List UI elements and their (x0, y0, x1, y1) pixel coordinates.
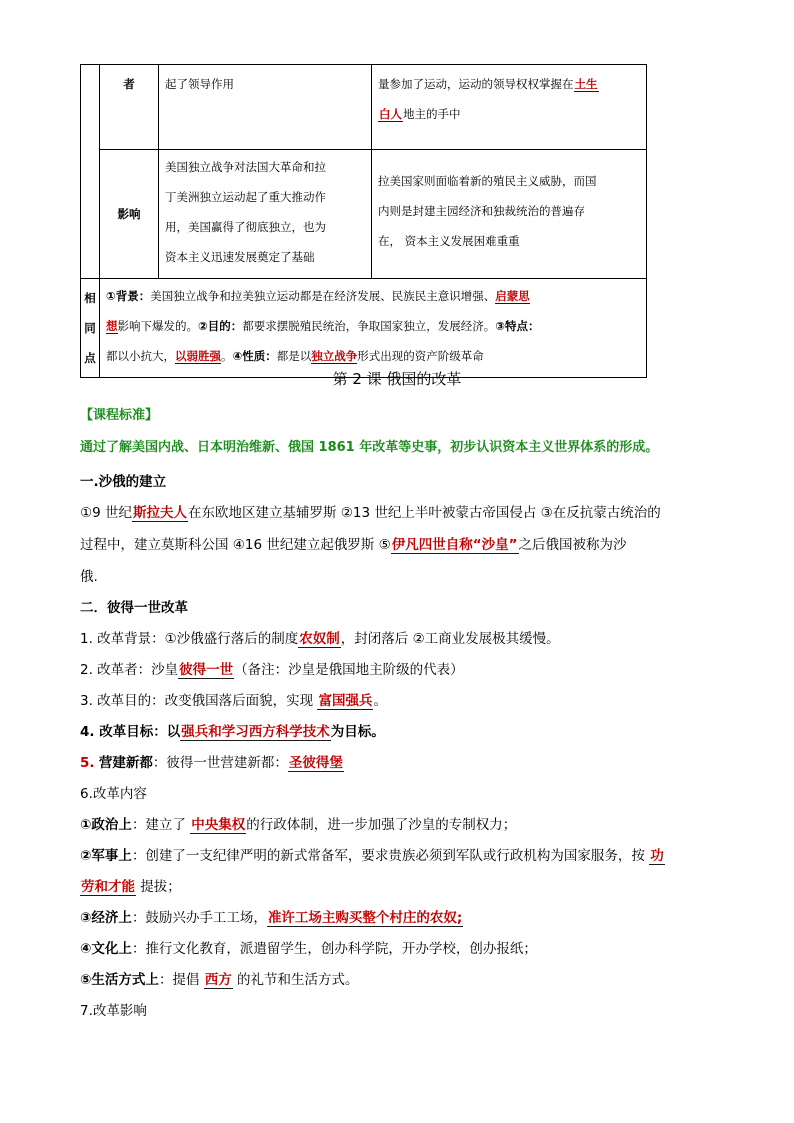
cell-leader-a-text: 起了领导作用 (165, 77, 234, 91)
text-nature-tail: 形式出现的资产阶级革命 (357, 349, 484, 363)
content-military (80, 844, 665, 864)
reform-background (80, 627, 560, 647)
s1-l2-b: 之后俄国被称为沙 (518, 537, 627, 553)
content-lifestyle (80, 968, 359, 988)
answer-st-petersburg: 圣彼得堡 (288, 755, 343, 771)
impact-a-line: 丁美洲独立运动起了重大推动作 (165, 190, 326, 204)
cell-impact-a (159, 150, 372, 279)
text-feature-end: 。 (221, 349, 233, 363)
row-head-impact-text: 影响 (117, 207, 141, 221)
reform-impact-heading: 7.改革影响 (80, 1003, 147, 1019)
cell-similarities (100, 279, 647, 378)
row-head-leader-text: 者 (123, 77, 135, 91)
politics-b: 的行政体制，进一步加强了沙皇的专制权力； (246, 817, 517, 833)
s1-line-2 (80, 533, 627, 553)
impact-b-line: 拉美国家则面临着新的殖民主义威胁，而国 (378, 174, 597, 188)
reform-purpose-b: 。 (373, 693, 387, 709)
answer-ivan-iv: 伊凡四世自称“沙皇” (391, 537, 518, 553)
impact-b-line: 在， 资本主义发展困难重重 (378, 234, 520, 248)
same-head-char: 点 (84, 351, 96, 365)
row-head-impact (100, 150, 159, 279)
answer-slavs: 斯拉夫人 (132, 505, 187, 521)
content-military-cont (80, 875, 181, 895)
text-feature: 都以小抗大， (106, 349, 175, 363)
economy-label: ③经济上 (80, 910, 132, 926)
answer-western: 西方 (204, 972, 232, 988)
answer-bairen: 白人 (379, 107, 402, 121)
military-label: ②军事上 (80, 848, 132, 864)
economy-a: ：鼓励兴办手工工场， (131, 910, 267, 926)
table-row-leaders (81, 65, 647, 150)
answer-centralization: 中央集权 (191, 817, 246, 833)
reform-purpose (80, 689, 387, 709)
label-background: ①背景： (106, 289, 151, 303)
same-head-char: 同 (84, 321, 96, 335)
s1-l1-b: 在东欧地区建立基辅罗斯 ②13 世纪上半叶被蒙古帝国侵占 ③在反抗蒙古统治的 (187, 505, 661, 521)
reform-purpose-a: 3. 改革目的：改变俄国落后面貌，实现 (80, 693, 318, 709)
table-gutter-cell (81, 65, 100, 279)
table-row-impact (81, 150, 647, 279)
reform-goal-b: 为目标。 (330, 724, 385, 740)
impact-a-line: 美国独立战争对法国大革命和拉 (165, 160, 326, 174)
answer-peter-i: 彼得一世 (179, 662, 234, 678)
text-goal: 都要求摆脱殖民统治，争取国家独立，发展经济。 (242, 319, 496, 333)
content-culture (80, 937, 537, 957)
answer-military-science: 强兵和学习西方科学技术 (181, 724, 330, 740)
s1-l1-a: ①9 世纪 (80, 505, 132, 521)
new-capital-text: ：彼得一世营建新都： (152, 755, 288, 771)
s1-line-1 (80, 501, 661, 521)
content-politics (80, 813, 516, 833)
military-b: 提拔； (136, 879, 181, 895)
culture-label: ④文化上 (80, 941, 132, 957)
s1-l2-a: 过程中，建立莫斯科公国 ④16 世纪建立起俄罗斯 ⑤ (80, 537, 391, 553)
label-goal: ②目的： (198, 319, 243, 333)
answer-tusheng: 土生 (574, 77, 598, 91)
row-head-leader (100, 65, 159, 150)
curriculum-standard-text: 通过了解美国内战、日本明治维新、俄国 1861 年改革等史事，初步认识资本主义世界体系的形成。 (80, 440, 659, 455)
comparison-table (80, 64, 647, 378)
text-background-tail: 影响下爆发的。 (117, 319, 198, 333)
reformer (80, 658, 464, 678)
impact-b-line: 内则是封建主园经济和独裁统治的普遍存 (378, 204, 585, 218)
row-head-similarities (81, 279, 100, 378)
culture-a: ：推行文化教育，派遣留学生，创办科学院，开办学校，创办报纸； (131, 941, 537, 957)
s1-line-3: 俄. (80, 569, 98, 585)
reform-content-heading: 6.改革内容 (80, 786, 147, 802)
cell-leader-b (372, 65, 647, 150)
same-head-char: 相 (84, 291, 96, 305)
impact-a-line: 用，美国赢得了彻底独立，也为 (165, 220, 326, 234)
section-2-title: 二．彼得一世改革 (80, 600, 188, 616)
impact-a-line: 资本主义迅速发展奠定了基础 (165, 250, 315, 264)
military-a: ：创建了一支纪律严明的新式常备军，要求贵族必须到军队或行政机构为国家服务，按 (131, 848, 650, 864)
politics-a: ：建立了 (131, 817, 191, 833)
answer-enlightenment-b: 想 (106, 319, 118, 333)
answer-rich-strong: 富国强兵 (318, 693, 373, 709)
section-1-title: 一.沙俄的建立 (80, 474, 167, 490)
cell-leader-b-tail: 地主的手中 (403, 107, 461, 121)
answer-weak-beats-strong: 以弱胜强 (175, 349, 221, 363)
new-capital-label: 营建新都 (98, 755, 153, 771)
reform-goal-a: 4. 改革目标：以 (80, 724, 181, 740)
reform-background-a: 1. 改革背景：①沙俄盛行落后的制度 (80, 631, 299, 647)
reform-background-b: ，封闭落后 ②工商业发展极其缓慢。 (340, 631, 560, 647)
lifestyle-a: ：提倡 (158, 972, 204, 988)
reformer-b: （备注：沙皇是俄国地主阶级的代表） (234, 662, 464, 678)
cell-leader-b-text: 量参加了运动，运动的领导权权掌握在 (378, 77, 574, 91)
politics-label: ①政治上 (80, 817, 132, 833)
label-nature: ④性质： (232, 349, 277, 363)
lifestyle-label: ⑤生活方式上 (80, 972, 159, 988)
content-economy (80, 906, 463, 926)
reform-goal (80, 720, 385, 740)
curriculum-standard-label: 【课程标准】 (80, 408, 159, 423)
answer-serfdom: 农奴制 (299, 631, 340, 647)
answer-enlightenment-a: 启蒙思 (495, 289, 530, 303)
table-row-similarities (81, 279, 647, 378)
new-capital-number: 5. (80, 755, 95, 771)
cell-impact-b (372, 150, 647, 279)
text-nature: 都是以 (276, 349, 312, 363)
answer-merit-b: 劳和才能 (81, 879, 135, 895)
new-capital (80, 751, 344, 771)
cell-leader-a (159, 65, 372, 150)
answer-independence-war: 独立战争 (311, 349, 358, 363)
lesson-title: 第 2 课 俄国的改革 (332, 370, 462, 388)
answer-buy-serfs: 准许工场主购买整个村庄的农奴; (267, 910, 463, 926)
answer-merit-a: 功 (650, 848, 664, 864)
reformer-a: 2. 改革者：沙皇 (80, 662, 179, 678)
text-background: 美国独立战争和拉美独立运动都是在经济发展、民族民主意识增强、 (150, 289, 496, 303)
label-feature: ③特点： (495, 319, 540, 333)
lifestyle-b: 的礼节和生活方式。 (232, 972, 359, 988)
